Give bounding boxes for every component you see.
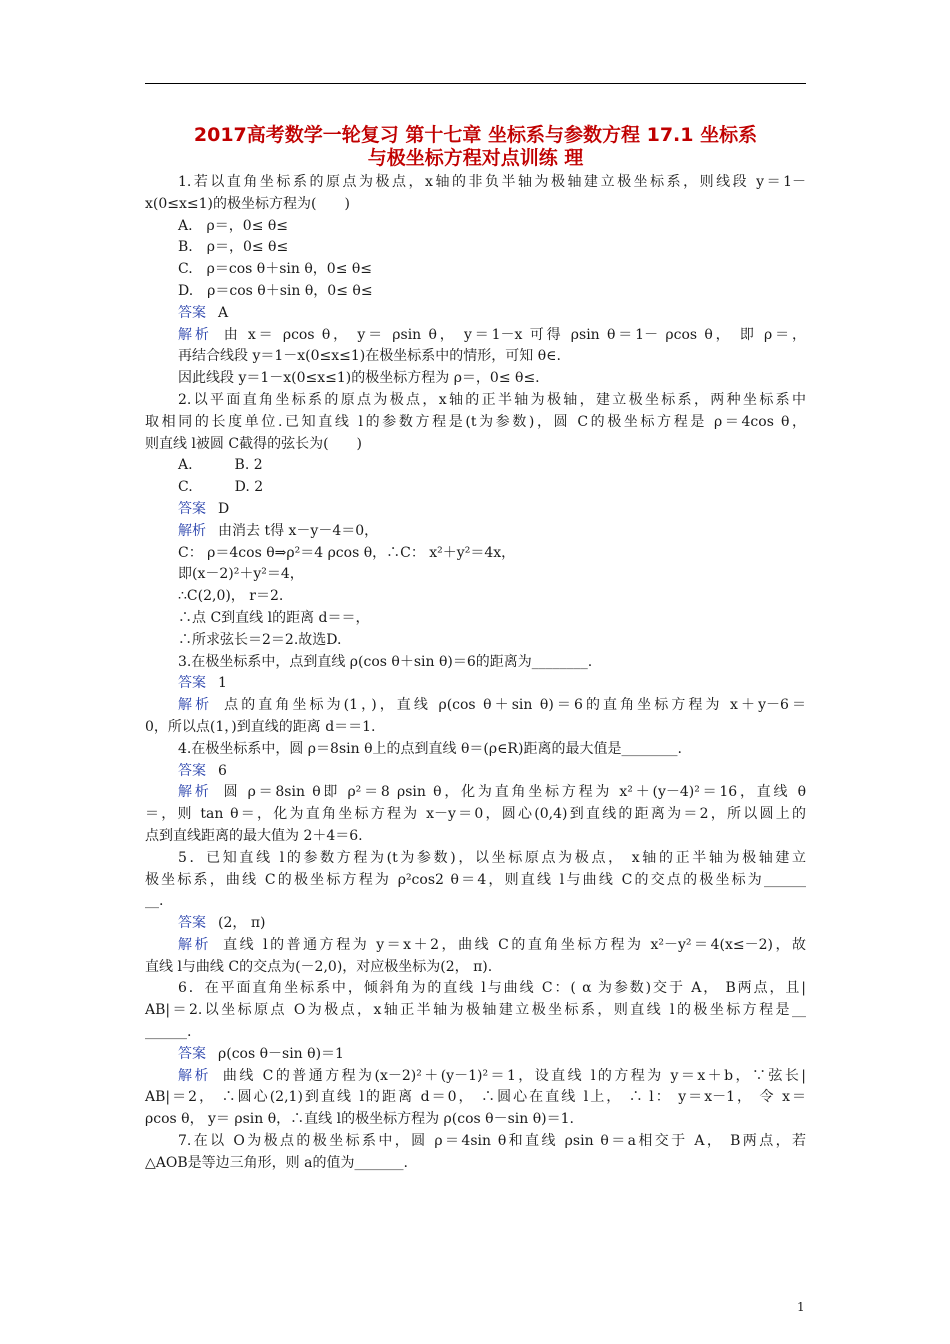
answer-label: 答案	[178, 762, 206, 779]
title-line-1: 2017高考数学一轮复习 第十七章 坐标系与参数方程 17.1 坐标系	[193, 124, 758, 146]
line-text: AB|＝2， ∴圆心(2,1)到直线 l的距离 d＝0， ∴圆心在直线 l上， ∴ l： y＝x－1， 令 x＝	[145, 1089, 806, 1106]
line-text: 1.若以直角坐标系的原点为极点，x轴的非负半轴为极轴建立极坐标系，则线段 y＝1－	[178, 174, 806, 190]
line-text: D	[218, 500, 230, 517]
line-text: ______.	[145, 1024, 192, 1041]
line-text: 1	[218, 675, 227, 692]
text-line	[145, 237, 806, 259]
line-text: 0，所以点(1，)到直线的距离 d＝＝1.	[145, 718, 376, 735]
header-rule	[145, 83, 806, 84]
line-text: B. ρ＝，0≤ θ≤	[178, 239, 289, 256]
answer-label: 答案	[178, 500, 206, 517]
analysis-line	[145, 782, 806, 804]
text-line	[145, 826, 806, 848]
line-text: 由 x＝ ρcos θ， y＝ ρsin θ， y＝1－x 可得 ρsin θ＝1－ ρcos θ， 即 ρ＝，	[223, 326, 807, 343]
text-line	[145, 346, 806, 368]
line-text: 6	[218, 762, 227, 779]
line-text: x(0≤x≤1)的极坐标方程为( )	[145, 195, 350, 212]
text-line	[145, 608, 806, 630]
line-text: C. D. 2	[178, 479, 264, 496]
text-line	[145, 172, 806, 194]
text-line	[145, 216, 806, 238]
line-text: ρ(cos θ－sin θ)＝1	[218, 1045, 344, 1062]
analysis-label: 解析	[178, 936, 212, 953]
text-line	[145, 543, 806, 565]
text-line	[145, 390, 806, 412]
text-line	[145, 957, 806, 979]
line-text: 即(x－2)²＋y²＝4，	[178, 566, 304, 583]
line-text: AB|＝2.以坐标原点 O为极点，x轴正半轴为极轴建立极坐标系，则直线 l的极坐标方程是__	[145, 1002, 806, 1019]
analysis-label: 解析	[178, 1067, 211, 1084]
answer-line	[145, 673, 806, 695]
line-text: 由消去 t得 x－y－4＝0，	[218, 522, 379, 539]
line-text: 圆 ρ＝8sin θ即 ρ²＝8 ρsin θ，化为直角坐标方程为 x²＋(y－4)²＝16，直线 θ	[223, 784, 807, 801]
line-text: ∴点 C到直线 l的距离 d＝＝，	[178, 609, 370, 626]
line-text: 点到直线距离的最大值为 2＋4＝6.	[145, 827, 363, 844]
analysis-label: 解析	[178, 697, 213, 714]
text-line	[145, 412, 806, 434]
line-text: 4.在极坐标系中，圆 ρ＝8sin θ上的点到直线 θ＝(ρ∈R)距离的最大值是________.	[178, 740, 682, 757]
analysis-line	[145, 325, 806, 347]
line-text: △AOB是等边三角形，则 a的值为_______.	[145, 1154, 408, 1171]
text-line	[145, 586, 806, 608]
line-text: 取相同的长度单位.已知直线 l的参数方程是(t为参数)，圆 C的极坐标方程是 ρ＝4cos θ，	[145, 413, 806, 430]
text-line	[145, 870, 806, 892]
text-line	[145, 848, 806, 870]
line-text: 再结合线段 y＝1－x(0≤x≤1)在极坐标系中的情形，可知 θ∈.	[178, 348, 561, 365]
text-line	[145, 652, 806, 674]
line-text: 曲线 C的普通方程为(x－2)²＋(y－1)²＝1，设直线 l的方程为 y＝x＋b，∵弦长|	[222, 1067, 807, 1084]
analysis-line	[145, 695, 806, 717]
line-text: A	[218, 304, 229, 321]
line-text: 因此线段 y＝1－x(0≤x≤1)的极坐标方程为 ρ＝，0≤ θ≤.	[178, 370, 540, 387]
text-line	[145, 368, 806, 390]
text-line	[145, 717, 806, 739]
line-text: ∴所求弦长＝2＝2.故选D.	[178, 631, 342, 648]
line-text: 7.在以 O为极点的极坐标系中，圆 ρ＝4sin θ和直线 ρsin θ＝a相交于 A， B两点，若	[178, 1133, 806, 1150]
text-line	[145, 804, 806, 826]
line-text: ∴C(2,0)， r＝2.	[178, 588, 284, 605]
analysis-label: 解析	[178, 784, 212, 801]
title-line-2: 与极坐标方程对点训练 理	[367, 147, 584, 169]
text-line	[145, 564, 806, 586]
line-text: 直线 l的普通方程为 y＝x＋2，曲线 C的直角坐标方程为 x²－y²＝4(x≤－2)，故	[223, 936, 806, 953]
line-text: 则直线 l被圆 C截得的弦长为( )	[145, 435, 363, 452]
line-text: __.	[145, 893, 164, 910]
line-text: 直线 l与曲线 C的交点为(－2,0)，对应极坐标为(2， π).	[145, 958, 493, 975]
line-text: 极坐标系，曲线 C的极坐标方程为 ρ²cos2 θ＝4，则直线 l与曲线 C的交点的极坐标为______	[145, 871, 806, 888]
line-text: D. ρ＝cos θ＋sin θ，0≤ θ≤	[178, 282, 373, 299]
line-text: ＝，则 tan θ＝，化为直角坐标方程为 x－y＝0，圆心(0,4)到直线的距离为＝2，所以圆上的	[145, 806, 806, 823]
text-line	[145, 630, 806, 652]
line-text: C： ρ＝4cos θ⇒ρ²＝4 ρcos θ，∴C： x²＋y²＝4x，	[178, 544, 516, 561]
analysis-label: 解析	[178, 522, 206, 539]
text-line	[145, 891, 806, 913]
text-line	[145, 259, 806, 281]
analysis-line	[145, 935, 806, 957]
text-line	[145, 434, 806, 456]
line-text: 5．已知直线 l的参数方程为(t为参数)，以坐标原点为极点， x轴的正半轴为极轴建立	[178, 849, 806, 866]
text-line	[145, 1109, 806, 1131]
analysis-line	[145, 1066, 806, 1088]
line-text: 2.以平面直角坐标系的原点为极点，x轴的正半轴为极轴，建立极坐标系，两种坐标系中	[178, 391, 806, 408]
answer-label: 答案	[178, 1045, 206, 1062]
answer-line	[145, 1044, 806, 1066]
line-text: (2， π)	[218, 915, 266, 932]
document-body	[145, 172, 806, 1175]
text-line	[145, 978, 806, 1000]
answer-line	[145, 499, 806, 521]
line-text: C. ρ＝cos θ＋sin θ，0≤ θ≤	[178, 261, 373, 278]
line-text: 6．在平面直角坐标系中，倾斜角为的直线 l与曲线 C：( α 为参数)交于 A， B两点，且|	[178, 980, 806, 997]
text-line	[145, 1022, 806, 1044]
answer-label: 答案	[178, 675, 206, 692]
text-line	[145, 1131, 806, 1153]
line-text: ρcos θ， y＝ ρsin θ，∴直线 l的极坐标方程为 ρ(cos θ－sin θ)＝1.	[145, 1111, 574, 1128]
line-text: 点的直角坐标为(1，)，直线 ρ(cos θ＋sin θ)＝6的直角坐标方程为 x＋y－6＝	[224, 697, 806, 714]
document-title	[145, 124, 806, 170]
text-line	[145, 281, 806, 303]
line-text: A. ρ＝，0≤ θ≤	[178, 217, 289, 234]
analysis-line	[145, 521, 806, 543]
page-number: 1	[797, 1300, 805, 1314]
text-line	[145, 739, 806, 761]
text-line	[145, 455, 806, 477]
text-line	[145, 1153, 806, 1175]
answer-line	[145, 303, 806, 325]
line-text: A. B. 2	[178, 457, 263, 474]
answer-label: 答案	[178, 915, 206, 932]
text-line	[145, 194, 806, 216]
text-line	[145, 1087, 806, 1109]
answer-line	[145, 913, 806, 935]
line-text: 3.在极坐标系中，点到直线 ρ(cos θ＋sin θ)＝6的距离为________.	[178, 653, 593, 670]
text-line	[145, 477, 806, 499]
analysis-label: 解析	[178, 326, 212, 343]
answer-label: 答案	[178, 304, 206, 321]
text-line	[145, 1000, 806, 1022]
answer-line	[145, 761, 806, 783]
